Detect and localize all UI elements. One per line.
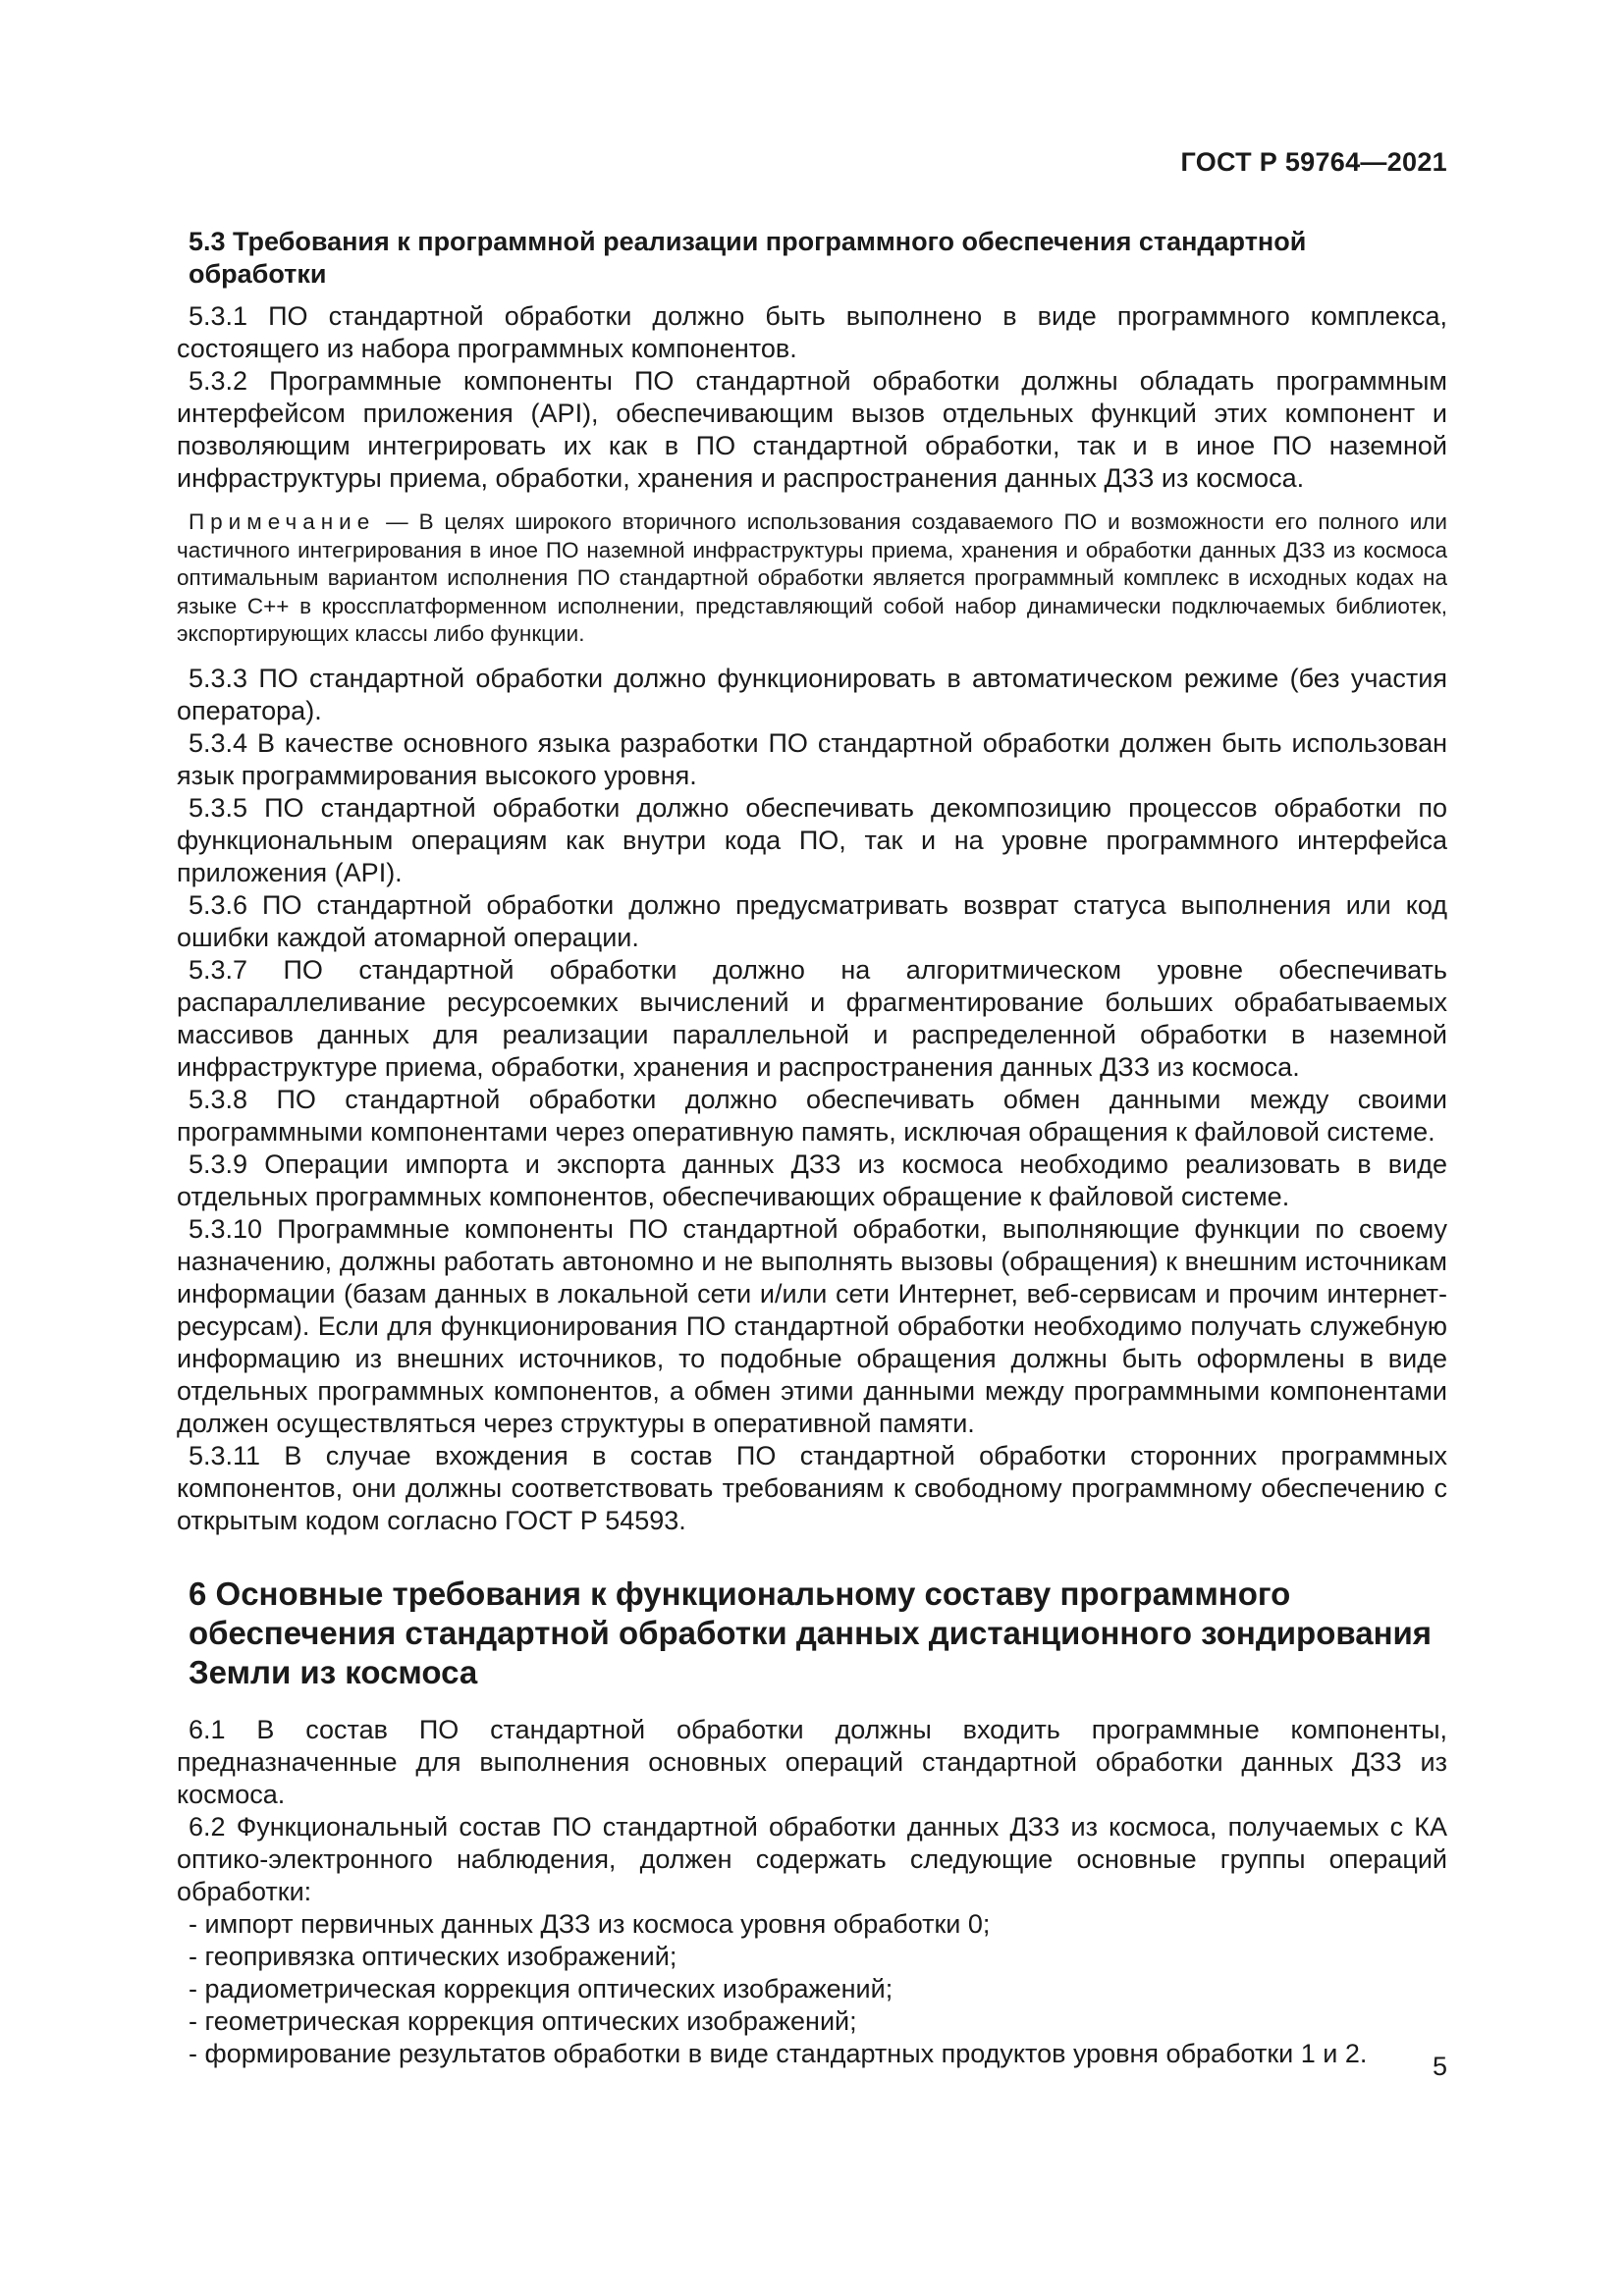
paragraph-5-3-6: 5.3.6 ПО стандартной обработки должно предусматривать возврат статуса выполнения или код ошибки каждой атомарной операции.	[177, 889, 1447, 952]
paragraph-5-3-10: 5.3.10 Программные компоненты ПО стандартной обработки, выполняющие функции по своему назначению, должны работать автономно и не выполнять вызовы (обращения) к внешним источникам информации (базам данных в локальной сети и/или сети Интернет, веб-сервисам и прочим интернет-ресурсам). Если для функционирования ПО стандартной обработки необходимо получать служебную информацию из внешних источников, то подобные обращения должны быть оформлены в виде отдельных программных компонентов, а обмен этими данными между программными компонентами должен осуществляться через структуры в оперативной памяти.	[177, 1213, 1447, 1438]
note-label: Примечание	[189, 509, 376, 534]
paragraph-5-3-5: 5.3.5 ПО стандартной обработки должно обеспечивать декомпозицию процессов обработки по функциональным операциям как внутри кода ПО, так и на уровне программного интерфейса приложения (API).	[177, 792, 1447, 887]
paragraph-6-1: 6.1 В состав ПО стандартной обработки должны входить программные компоненты, предназначенные для выполнения основных операций стандартной обработки данных ДЗЗ из космоса.	[177, 1714, 1447, 1809]
section-heading-5-3: 5.3 Требования к программной реализации программного обеспечения стандартной обработки	[189, 227, 1307, 289]
paragraph-5-3-7: 5.3.7 ПО стандартной обработки должно на алгоритмическом уровне обеспечивать распараллеливание ресурсоемких вычислений и фрагментирование больших обрабатываемых массивов данных для реализации параллельной и распределенной обработки в наземной инфраструктуре приема, обработки, хранения и распространения данных ДЗЗ из космоса.	[177, 954, 1447, 1082]
list-item: - импорт первичных данных ДЗЗ из космоса уровня обработки 0;	[189, 1908, 991, 1939]
paragraph-6-2: 6.2 Функциональный состав ПО стандартной обработки данных ДЗЗ из космоса, получаемых с КА оптико-электронного наблюдения, должен содержать следующие основные группы операций обработки:	[177, 1811, 1447, 1906]
note-text: — В целях широкого вторичного использования создаваемого ПО и возможности его полного или частичного интегрирования в иное ПО наземной инфраструктуры приема, хранения и обработки данных ДЗЗ из космоса оптимальным вариантом исполнения ПО стандартной обработки является программный комплекс в исходных кодах на языке С++ в кроссплатформенном исполнении, представляющий собой набор динамически подключаемых библиотек, экспортирующих классы либо функции.	[177, 509, 1447, 646]
document-code: ГОСТ Р 59764—2021	[1180, 147, 1447, 177]
paragraph-5-3-9: 5.3.9 Операции импорта и экспорта данных ДЗЗ из космоса необходимо реализовать в виде отдельных программных компонентов, обеспечивающих обращение к файловой системе.	[177, 1148, 1447, 1211]
paragraph-5-3-1: 5.3.1 ПО стандартной обработки должно быть выполнено в виде программного комплекса, состоящего из набора программных компонентов.	[177, 301, 1447, 363]
chapter-heading-6: 6 Основные требования к функциональному составу программного обеспечения стандартной обработки данных дистанционного зондирования Земли из космоса	[189, 1575, 1433, 1690]
note	[177, 508, 1447, 649]
paragraph-5-3-8: 5.3.8 ПО стандартной обработки должно обеспечивать обмен данными между своими программными компонентами через оперативную память, исключая обращения к файловой системе.	[177, 1084, 1447, 1147]
list-item: - геопривязка оптических изображений;	[189, 1941, 677, 1971]
operations-list	[177, 1908, 1447, 2070]
paragraph-5-3-2: 5.3.2 Программные компоненты ПО стандартной обработки должны обладать программным интерфейсом приложения (API), обеспечивающим вызов отдельных функций этих компонент и позволяющим интегрировать их как в ПО стандартной обработки, так и в иное ПО наземной инфраструктуры приема, обработки, хранения и распространения данных ДЗЗ из космоса.	[177, 366, 1447, 493]
list-item: - радиометрическая коррекция оптических изображений;	[189, 1973, 893, 2003]
list-item: - геометрическая коррекция оптических изображений;	[189, 2005, 857, 2036]
paragraph-5-3-11: 5.3.11 В случае вхождения в состав ПО стандартной обработки сторонних программных компонентов, они должны соответствовать требованиям к свободному программному обеспечению с открытым кодом согласно ГОСТ Р 54593.	[177, 1440, 1447, 1535]
page-content	[177, 226, 1447, 2070]
page-number: 5	[1432, 2052, 1447, 2081]
list-item: - формирование результатов обработки в виде стандартных продуктов уровня обработки 1 и 2.	[189, 2038, 1368, 2068]
paragraph-5-3-3: 5.3.3 ПО стандартной обработки должно функционировать в автоматическом режиме (без участия оператора).	[177, 663, 1447, 725]
paragraph-5-3-4: 5.3.4 В качестве основного языка разработки ПО стандартной обработки должен быть использован язык программирования высокого уровня.	[177, 727, 1447, 790]
